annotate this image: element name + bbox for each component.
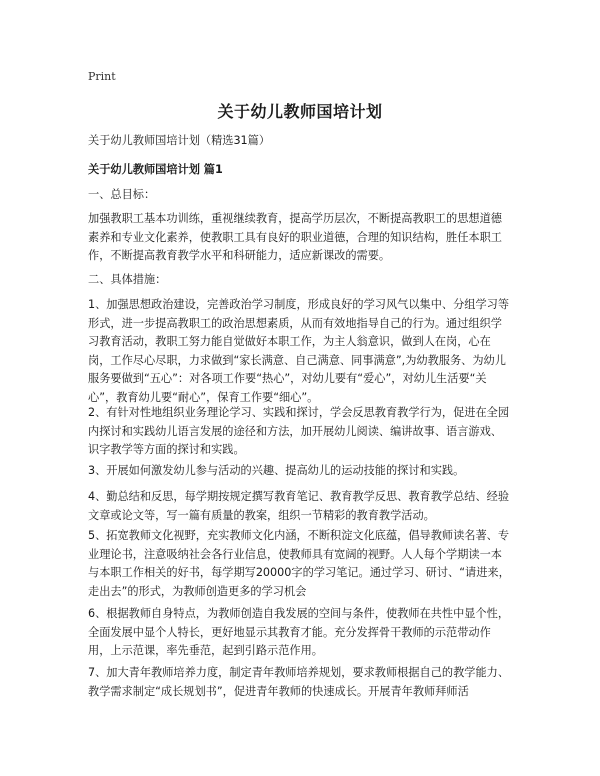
document-subtitle: 关于幼儿教师国培计划（精选31篇） bbox=[88, 134, 271, 147]
measure-item-6: 6、根据教师自身特点，为教师创造自我发展的空间与条件，使教师在共性中显个性，全面发展中显个人特长，更好地显示其教育才能。充分发挥骨干教师的示范带动作用，上示范课，率先垂范，起到引路示范作用。 bbox=[88, 607, 510, 657]
measure-item-5: 5、拓宽教师文化视野，充实教师文化内涵，不断积淀文化底蕴，倡导教师读名著、专业理论书，注意吸纳社会各行业信息，使教师具有宽阔的视野。人人每个学期读一本与本职工作相关的好书，每学期写20000字的学习笔记。通过学习、研讨、“请进来，走出去”的形式，为教师创造更多的学习机会 bbox=[88, 529, 510, 598]
measure-item-2: 2、有针对性地组织业务理论学习、实践和探讨，学会反思教育教学行为，促进在全园内探讨和实践幼儿语言发展的途径和方法，加开展幼儿阅读、编讲故事、语言游戏、识字教学等方面的探讨和实践。 bbox=[88, 406, 510, 456]
print-label: Print bbox=[88, 70, 116, 83]
measure-item-4: 4、勤总结和反思，每学期按规定撰写教育笔记、教育教学反思、教育教学总结、经验文章或论文等，写一篇有质量的教案，组织一节精彩的教育教学活动。 bbox=[88, 490, 510, 522]
heading-overall-goal: 一、总目标： bbox=[88, 188, 156, 201]
paragraph-overall-goal: 加强教职工基本功训练，重视继续教育，提高学历层次，不断提高教职工的思想道德素养和专业文化素养，使教职工具有良好的职业道德，合理的知识结构，胜任本职工作，不断提高教育教学水平和科研能力，适应新课改的需要。 bbox=[88, 212, 502, 262]
heading-measures: 二、具体措施： bbox=[88, 273, 167, 286]
measure-item-3: 3、开展如何激发幼儿参与活动的兴趣、提高幼儿的运动技能的探讨和实践。 bbox=[88, 464, 465, 477]
page-title: 关于幼儿教师国培计划 bbox=[217, 102, 383, 121]
section-title: 关于幼儿教师国培计划 篇1 bbox=[88, 163, 223, 176]
measure-item-1: 1、加强思想政治建设，完善政治学习制度，形成良好的学习风气以集中、分组学习等形式，进一步提高教职工的政治思想素质，从而有效地指导自己的行为。通过组织学习教育活动，教职工努力能自觉做好本职工作，为主人翁意识，做到人在岗，心在岗，工作尽心尽职，力求做到“家长满意、自己满意、同事满意”,为幼教服务、为幼儿服务要做到“五心”：对各项工作要“热心”，对幼儿要有“爱心”，对幼儿生活要“关心”，教育幼儿要“耐心”，保育工作要“细心”。 bbox=[88, 298, 510, 404]
measure-item-7: 7、加大青年教师培养力度，制定青年教师培养规划，要求教师根据自己的教学能力、教学需求制定“成长规划书”，促进青年教师的快速成长。开展青年教师拜师活 bbox=[88, 666, 510, 698]
